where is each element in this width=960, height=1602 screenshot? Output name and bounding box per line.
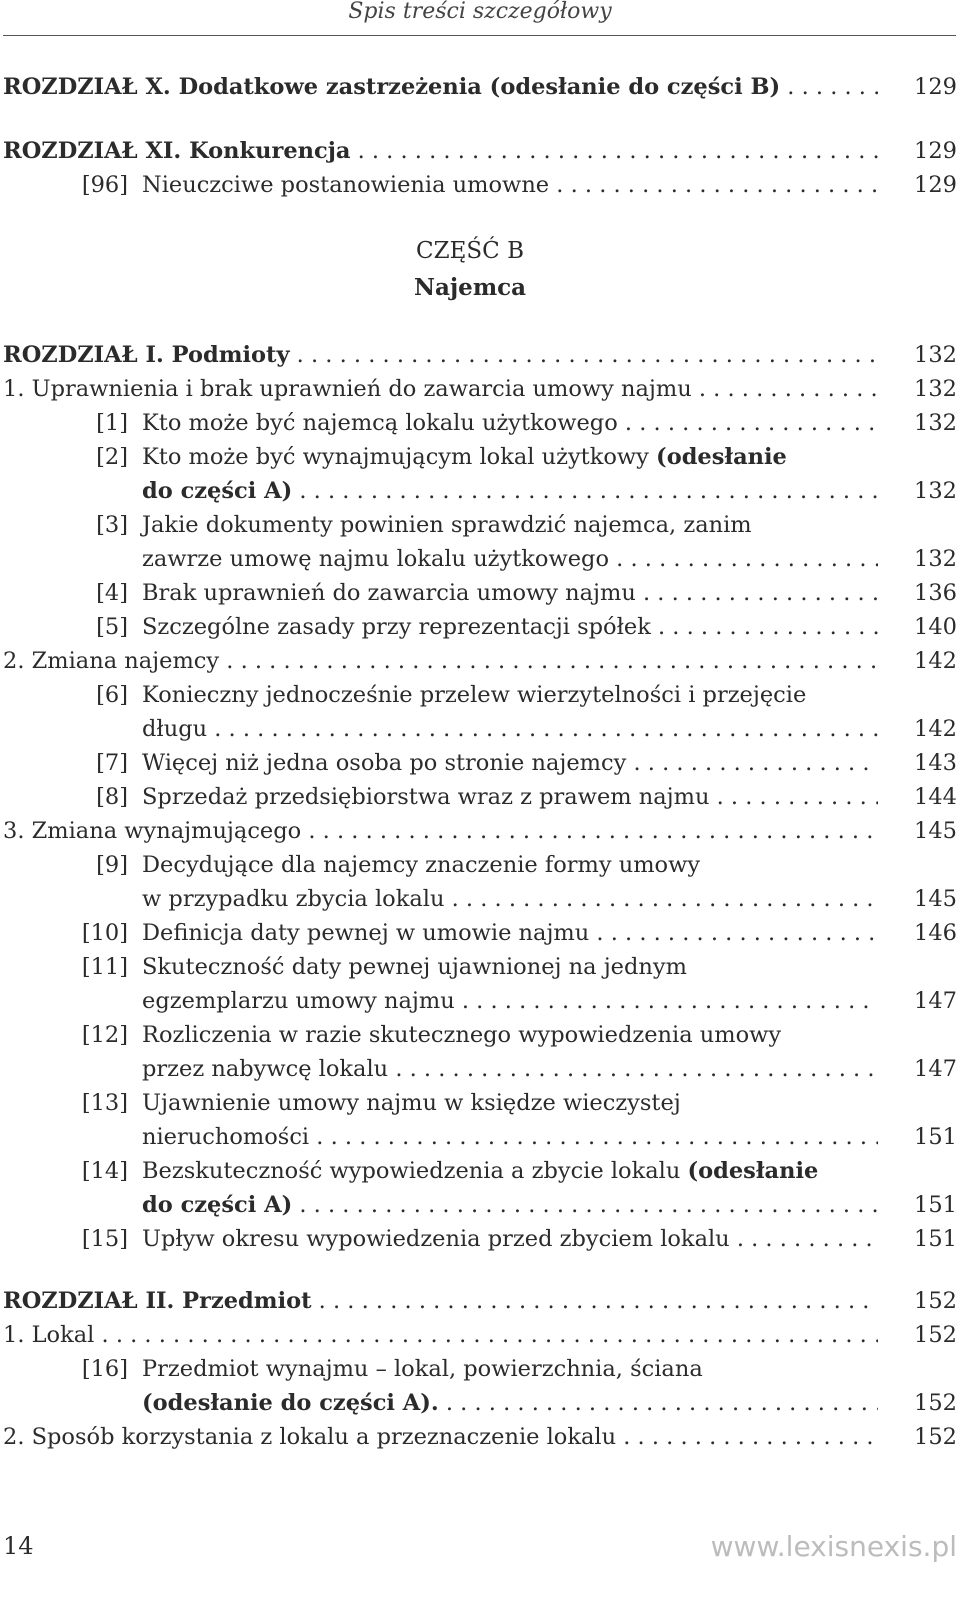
toc-entry-section-2[interactable] xyxy=(0,474,960,508)
toc-entry-section-13[interactable] xyxy=(0,1120,960,1154)
toc-entry-page: 136 xyxy=(914,580,957,606)
toc-entry-title: nieruchomości . . . xyxy=(142,1120,878,1154)
toc-entry-page: 129 xyxy=(914,74,957,100)
toc-entry-title: 1. Uprawnienia i brak uprawnień do zawarcia umowy najmu . . . xyxy=(3,372,878,406)
publisher-url: www.lexisnexis.pl xyxy=(710,1530,957,1563)
toc-entry-page: 145 xyxy=(914,818,957,844)
toc-entry-section-6[interactable] xyxy=(0,712,960,746)
toc-entry-page: 146 xyxy=(914,920,957,946)
page-number: 14 xyxy=(3,1532,34,1560)
toc-entry-page: 129 xyxy=(914,172,957,198)
toc-entry-title: Więcej niż jedna osoba po stronie najemcy . . . xyxy=(142,746,878,780)
toc-entry-page: 151 xyxy=(914,1124,957,1150)
toc-entry-title-line xyxy=(142,440,787,474)
toc-entry-page: 142 xyxy=(914,648,957,674)
toc-entry-subchapter-2[interactable] xyxy=(0,644,960,678)
toc-entry-section-12[interactable] xyxy=(0,1052,960,1086)
toc-entry-number: [10] xyxy=(81,920,128,946)
toc-entry-number: [1] xyxy=(96,410,128,436)
toc-entry-title: Brak uprawnień do zawarcia umowy najmu . . . xyxy=(142,576,878,610)
toc-entry-page: 140 xyxy=(914,614,957,640)
part-name: Najemca xyxy=(413,274,527,301)
toc-entry-section-5[interactable] xyxy=(0,610,960,644)
toc-entry-title: Upływ okresu wypowiedzenia przed zbyciem lokalu . . . xyxy=(142,1222,878,1256)
toc-entry-number: [8] xyxy=(96,784,128,810)
toc-entry-section-4[interactable] xyxy=(0,576,960,610)
toc-entry-number: [2] xyxy=(96,444,128,470)
toc-entry-chapter-i[interactable] xyxy=(0,338,960,372)
toc-entry-section-16[interactable] xyxy=(0,1386,960,1420)
toc-entry-page: 147 xyxy=(914,988,957,1014)
toc-entry-title: 3. Zmiana wynajmującego . . . xyxy=(3,814,878,848)
toc-entry-title: ROZDZIAŁ I. Podmioty . . . xyxy=(3,338,878,372)
toc-entry-page: 151 xyxy=(914,1226,957,1252)
toc-entry-section-11-line1[interactable] xyxy=(0,950,960,984)
title-text: Bezskuteczność wypowiedzenia a zbycie lokalu xyxy=(142,1158,681,1184)
toc-entry-number: [6] xyxy=(96,682,128,708)
toc-entry-section-12-line1[interactable] xyxy=(0,1018,960,1052)
toc-entry-section-3-line1[interactable] xyxy=(0,508,960,542)
toc-entry-chapter-xi[interactable] xyxy=(0,134,960,168)
toc-entry-title: zawrze umowę najmu lokalu użytkowego . . . xyxy=(142,542,878,576)
toc-entry-number: [11] xyxy=(81,954,128,980)
toc-entry-title: Definicja daty pewnej w umowie najmu . . . xyxy=(142,916,878,950)
toc-entry-subchapter-2-usage[interactable] xyxy=(0,1420,960,1454)
toc-entry-section-13-line1[interactable] xyxy=(0,1086,960,1120)
toc-entry-number: [15] xyxy=(81,1226,128,1252)
toc-entry-number: [7] xyxy=(96,750,128,776)
toc-entry-page: 143 xyxy=(914,750,957,776)
toc-entry-chapter-ii[interactable] xyxy=(0,1284,960,1318)
header-rule xyxy=(3,35,956,36)
toc-entry-number: [5] xyxy=(96,614,128,640)
toc-entry-title-line: Jakie dokumenty powinien sprawdzić najemca, zanim xyxy=(142,512,752,538)
title-bold-text: (odesłanie xyxy=(656,444,787,470)
toc-entry-title: w przypadku zbycia lokalu . . . xyxy=(142,882,878,916)
toc-entry-title: Nieuczciwe postanowienia umowne . . . xyxy=(142,168,878,202)
toc-entry-title: (odesłanie do części A). . . . xyxy=(142,1386,878,1420)
toc-entry-page: 132 xyxy=(914,546,957,572)
toc-entry-number: [14] xyxy=(81,1158,128,1184)
toc-entry-page: 129 xyxy=(914,138,957,164)
toc-entry-page: 152 xyxy=(914,1322,957,1348)
toc-entry-title-line: Skuteczność daty pewnej ujawnionej na jednym xyxy=(142,954,687,980)
toc-entry-page: 145 xyxy=(914,886,957,912)
toc-entry-title: Szczególne zasady przy reprezentacji spółek . . . xyxy=(142,610,878,644)
title-bold-text: (odesłanie xyxy=(687,1158,819,1184)
toc-entry-section-3[interactable] xyxy=(0,542,960,576)
toc-entry-section-7[interactable] xyxy=(0,746,960,780)
toc-entry-number: [96] xyxy=(81,172,128,198)
toc-entry-section-14[interactable] xyxy=(0,1188,960,1222)
toc-entry-number: [16] xyxy=(81,1356,128,1382)
title-text: Kto może być wynajmującym lokal użytkowy xyxy=(142,444,649,470)
toc-entry-title: 2. Sposób korzystania z lokalu a przeznaczenie lokalu . . . xyxy=(3,1420,878,1454)
toc-entry-page: 132 xyxy=(914,410,957,436)
toc-entry-title: długu . . . xyxy=(142,712,878,746)
toc-entry-section-9-line1[interactable] xyxy=(0,848,960,882)
toc-entry-section-1[interactable] xyxy=(0,406,960,440)
toc-entry-title: do części A) . . . xyxy=(142,474,878,508)
toc-entry-number: [12] xyxy=(81,1022,128,1048)
toc-entry-section-11[interactable] xyxy=(0,984,960,1018)
toc-entry-page: 152 xyxy=(914,1424,957,1450)
toc-entry-number: [4] xyxy=(96,580,128,606)
toc-entry-page: 132 xyxy=(914,342,957,368)
toc-entry-title-line: Konieczny jednocześnie przelew wierzytelności i przejęcie xyxy=(142,682,807,708)
toc-entry-title: ROZDZIAŁ XI. Konkurencja . . . xyxy=(3,134,878,168)
toc-entry-subchapter-lokal[interactable] xyxy=(0,1318,960,1352)
toc-entry-page: 152 xyxy=(914,1390,957,1416)
toc-entry-title: Sprzedaż przedsiębiorstwa wraz z prawem najmu . . . xyxy=(142,780,878,814)
toc-entry-section-2-line1[interactable] xyxy=(0,440,960,474)
toc-entry-section-16-line1[interactable] xyxy=(0,1352,960,1386)
toc-entry-title-line: Ujawnienie umowy najmu w księdze wieczystej xyxy=(142,1090,681,1116)
toc-entry-subchapter-1[interactable] xyxy=(0,372,960,406)
toc-entry-subchapter-3[interactable] xyxy=(0,814,960,848)
toc-entry-title-line: Rozliczenia w razie skutecznego wypowiedzenia umowy xyxy=(142,1022,782,1048)
toc-entry-chapter-x[interactable] xyxy=(0,70,960,104)
toc-entry-title: 1. Lokal . . . xyxy=(3,1318,878,1352)
toc-entry-title: przez nabywcę lokalu . . . xyxy=(142,1052,878,1086)
toc-entry-page: 152 xyxy=(914,1288,957,1314)
toc-entry-section-14-line1[interactable] xyxy=(0,1154,960,1188)
part-label: CZĘŚĆ B xyxy=(416,238,524,264)
running-head: Spis treści szczegółowy xyxy=(348,0,612,24)
toc-entry-number: [3] xyxy=(96,512,128,538)
toc-entry-page: 151 xyxy=(914,1192,957,1218)
toc-entry-section-96[interactable] xyxy=(0,168,960,202)
toc-entry-section-15[interactable] xyxy=(0,1222,960,1256)
toc-entry-section-10[interactable] xyxy=(0,916,960,950)
toc-entry-title-line xyxy=(142,1154,818,1188)
toc-entry-title: ROZDZIAŁ II. Przedmiot . . . xyxy=(3,1284,878,1318)
toc-entry-title: ROZDZIAŁ X. Dodatkowe zastrzeżenia (odesłanie do części B) . . . xyxy=(3,70,878,104)
toc-entry-title-line: Decydujące dla najemcy znaczenie formy umowy xyxy=(142,852,701,878)
toc-entry-page: 142 xyxy=(914,716,957,742)
toc-entry-number: [13] xyxy=(81,1090,128,1116)
toc-entry-title: 2. Zmiana najemcy . . . xyxy=(3,644,878,678)
toc-entry-title: do części A) . . . xyxy=(142,1188,878,1222)
toc-entry-section-8[interactable] xyxy=(0,780,960,814)
toc-entry-number: [9] xyxy=(96,852,128,878)
toc-entry-section-6-line1[interactable] xyxy=(0,678,960,712)
toc-entry-title-line: Przedmiot wynajmu – lokal, powierzchnia, ściana xyxy=(142,1356,703,1382)
toc-entry-page: 147 xyxy=(914,1056,957,1082)
toc-entry-section-9[interactable] xyxy=(0,882,960,916)
toc-entry-title: egzemplarzu umowy najmu . . . xyxy=(142,984,878,1018)
toc-entry-page: 132 xyxy=(914,478,957,504)
toc-entry-page: 144 xyxy=(914,784,957,810)
toc-entry-title: Kto może być najemcą lokalu użytkowego . . . xyxy=(142,406,878,440)
toc-entry-page: 132 xyxy=(914,376,957,402)
